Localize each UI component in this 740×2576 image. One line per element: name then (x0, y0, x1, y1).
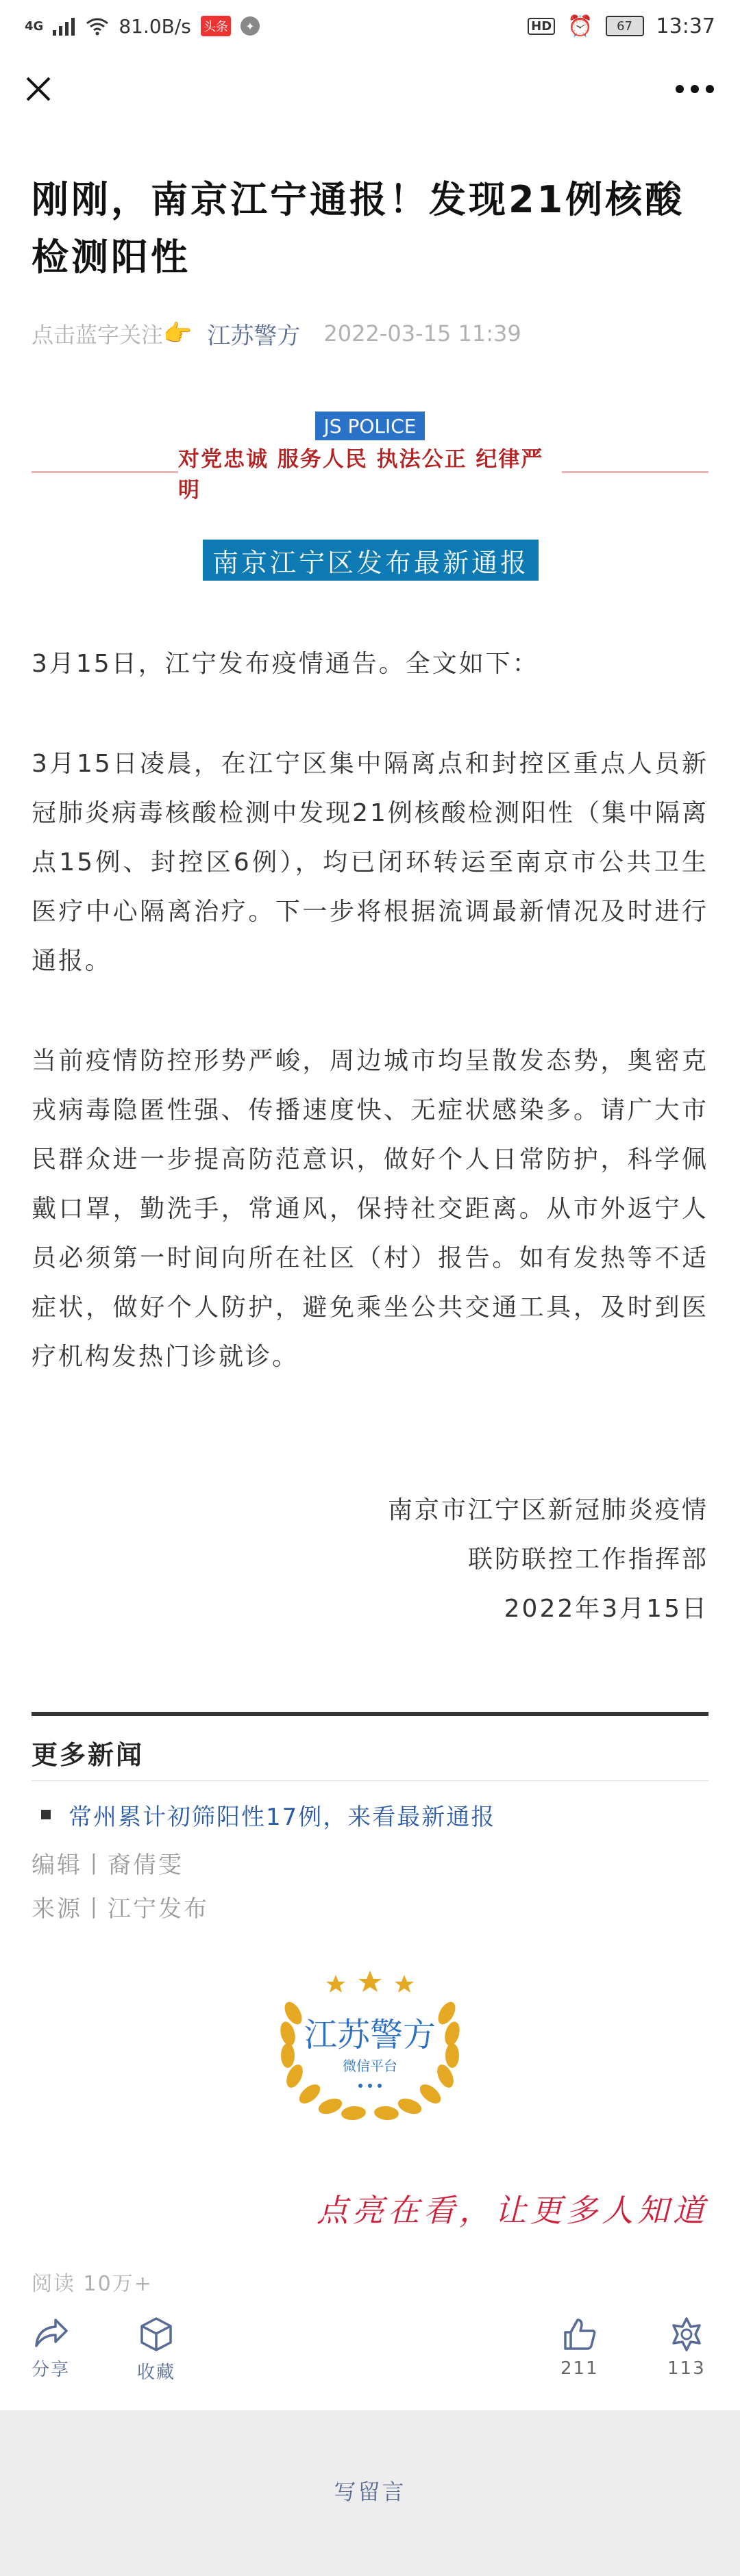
signature-dept: 联防联控工作指挥部 (467, 1545, 708, 1574)
account-link[interactable]: 江苏警方 (207, 322, 301, 350)
close-button[interactable] (18, 68, 59, 110)
like-button[interactable] (560, 2316, 599, 2379)
pointing-hand-icon: 👉 (163, 320, 193, 347)
share-cta: 点亮在看，让更多人知道 (317, 2192, 708, 2229)
paragraph-advice: 当前疫情防控形势严峻，周边城市均呈散发态势，奥密克戎病毒隐匿性强、传播速度快、无症状感染多。请广大市民群众进一步提高防范意识，做好个人日常防护，科学佩戴口罩，勤洗手，常通风，保持社交距离。从市外返宁人员必须第一时间向所在社区（村）报告。如有发热等不适症状，做好个人防护，避免乘坐公共交通工具，及时到医疗机构发热门诊就诊。 (32, 1047, 708, 1371)
signature-org: 南京市江宁区新冠肺炎疫情 (387, 1496, 708, 1524)
police-slogan: 对党忠诚 服务人民 执法公正 纪律严明 (178, 456, 562, 489)
collect-button[interactable] (137, 2316, 175, 2384)
editor-credit: 编辑丨裔倩雯 (32, 1852, 184, 1879)
notification-icon: ✦ (241, 16, 260, 36)
news-link-label: 常州累计初筛阳性17例，来看最新通报 (69, 1803, 496, 1831)
follow-prompt: 点击蓝字关注 (32, 322, 164, 348)
network-label: 4G (25, 18, 44, 34)
battery-icon (606, 16, 644, 36)
jiangsu-police-logo (260, 1965, 480, 2130)
laurel-emblem-icon (260, 1965, 480, 2130)
battery-level: 67 (617, 18, 632, 34)
more-news-divider (32, 1712, 708, 1716)
network-speed: 81.0B/s (119, 14, 191, 38)
read-count: 阅读 10万+ (32, 2272, 153, 2296)
flower-icon (668, 2316, 705, 2353)
js-police-badge: JS POLICE (315, 412, 425, 440)
news-link[interactable] (41, 1794, 699, 1835)
close-icon (25, 75, 52, 103)
source-credit: 来源丨江宁发布 (32, 1895, 209, 1923)
paragraph-report: 3月15日凌晨，在江宁区集中隔离点和封控区重点人员新冠肺炎病毒核酸检测中发现21例核酸检测阳性（集中隔离点15例、封控区6例），均已闭环转运至南京市公共卫生医疗中心隔离治疗。下一步将根据流调最新情况及时进行通报。 (32, 750, 708, 975)
more-menu-button[interactable] (667, 68, 722, 110)
share-icon (32, 2316, 69, 2350)
share-button[interactable] (32, 2316, 70, 2381)
more-news-underline (32, 1780, 708, 1781)
wow-count: 113 (667, 2358, 706, 2379)
more-news-heading: 更多新闻 (32, 1740, 145, 1770)
logo-sub: 微信平台 (343, 2058, 397, 2074)
share-label: 分享 (32, 2360, 71, 2380)
status-left (25, 12, 260, 40)
thumbs-up-icon (561, 2316, 598, 2353)
hd-icon: HD (528, 18, 555, 35)
signature-date: 2022年3月15日 (504, 1595, 708, 1623)
cube-icon (138, 2316, 175, 2353)
wow-button[interactable] (667, 2316, 706, 2379)
publish-date: 2022-03-15 11:39 (323, 320, 521, 346)
like-count: 211 (560, 2358, 599, 2379)
article-meta (32, 318, 521, 349)
signal-icon (53, 16, 76, 36)
paragraph-intro: 3月15日，江宁发布疫情通告。全文如下： (32, 650, 539, 678)
app-notification-icon: 头条 (201, 16, 231, 36)
bullet-icon (41, 1810, 51, 1819)
clock: 13:37 (656, 14, 715, 38)
article-title: 刚刚，南京江宁通报！发现21例核酸检测阳性 (32, 178, 685, 279)
logo-name: 江苏警方 (304, 2016, 436, 2054)
wifi-icon (86, 16, 109, 36)
status-right (528, 12, 715, 40)
collect-label: 收藏 (137, 2362, 176, 2383)
alarm-icon: ⏰ (567, 14, 593, 38)
nav-bar (0, 55, 740, 130)
more-icon (674, 84, 715, 94)
section-banner: 南京江宁区发布最新通报 (203, 540, 539, 581)
write-comment-button[interactable]: 写留言 (334, 2479, 406, 2505)
